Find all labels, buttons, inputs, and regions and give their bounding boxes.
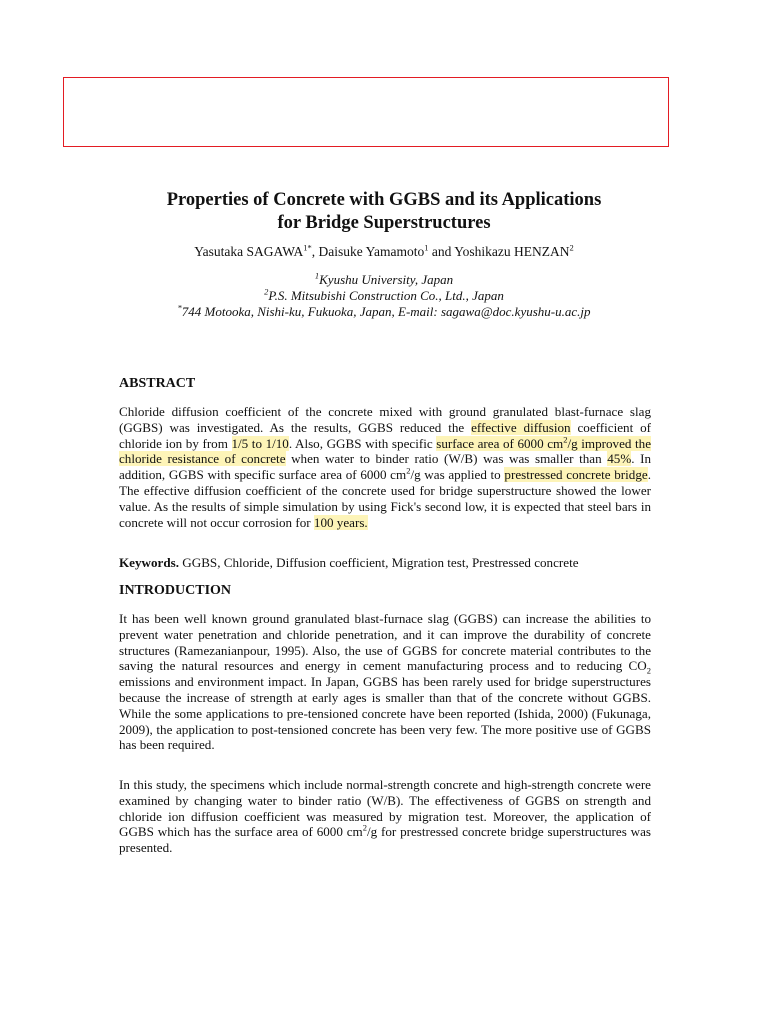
affiliation-2	[0, 288, 768, 304]
abstract-text: . In addition, GGBS with specific surface area of 6000 cm	[119, 451, 651, 483]
abstract-text: when water to binder ratio (W/B) was was smaller than	[285, 451, 608, 467]
superscript: 2	[406, 465, 411, 476]
abstract-highlight-text: /g improved the chloride resistance of concrete	[119, 435, 652, 467]
affiliation-3-mark: *	[177, 302, 182, 313]
introduction-paragraph-2	[119, 777, 651, 856]
subscript: 2	[646, 666, 651, 676]
abstract-text: . The effective diffusion coefficient of the concrete used for bridge superstructure showed the lower value. As the results of simple simulation by using Fick's second low, it is expected that steel bars in concrete will not occur corrosion for	[119, 467, 651, 530]
affiliation-3-text: 744 Motooka, Nishi-ku, Fukuoka, Japan, E-mail: sagawa@doc.kyushu-u.ac.jp	[181, 304, 591, 319]
intro-text: In this study, the specimens which include normal-strength concrete and high-strength concrete were examined by changing water to binder ratio (W/B). The effectiveness of GGBS on strength and chloride ion diffusion coefficient was measured by migration test. Moreover, the application of GGBS which has the surface area of 6000 cm	[119, 777, 651, 840]
intro-text: /g for prestressed concrete bridge superstructures was presented.	[119, 824, 652, 856]
superscript: 2	[362, 823, 367, 834]
author-2: , Daisuke Yamamoto	[311, 244, 425, 259]
affiliation-2-text: P.S. Mitsubishi Construction Co., Ltd., Japan	[268, 288, 504, 303]
abstract-highlight: effective diffusion	[471, 419, 571, 435]
author-2-affil: 1	[424, 242, 429, 253]
title-line-2: for Bridge Superstructures	[277, 213, 491, 233]
abstract-text: /g was applied to	[410, 467, 505, 483]
title-line-1: Properties of Concrete with GGBS and its Applications	[166, 190, 602, 210]
keywords-text: GGBS, Chloride, Diffusion coefficient, Migration test, Prestressed concrete	[179, 555, 579, 570]
keywords	[119, 555, 651, 571]
affiliation-2-mark: 2	[264, 286, 269, 297]
abstract-highlight: 45%	[607, 451, 632, 467]
introduction-paragraph-1	[119, 611, 651, 753]
introduction-heading: INTRODUCTION	[119, 583, 232, 598]
intro-text: It has been well known ground granulated blast-furnace slag (GGBS) can increase the abilities to prevent water penetration and chloride penetration, and it can improve the durability of concrete structures (Ramezanianpour, 1995). Also, the use of GGBS for concrete material contributes to the saving the natural resources and energy in cement manufacturing process and to reducing CO	[119, 611, 651, 674]
affiliation-3	[0, 304, 768, 320]
abstract-text: Chloride diffusion coefficient of the concrete mixed with ground granulated blast-furnace slag (GGBS) was investigated. As the results, GGBS reduced the	[119, 404, 651, 435]
author-3-affil: 2	[569, 242, 574, 253]
header-frame	[63, 77, 669, 147]
intro-text: emissions and environment impact. In Japan, GGBS has been rarely used for bridge superstructures because the increase of strength at early ages is smaller than that of the concrete without GGBS. While the some applications to pre-tensioned concrete have been reported (Ishida, 2000) (Fukunaga, 2009), the application to post-tensioned concrete has been very few. The more positive use of GGBS has been required.	[119, 674, 651, 753]
author-3: and Yoshikazu HENZAN	[428, 244, 570, 259]
abstract-body	[119, 404, 651, 530]
abstract-highlight: prestressed concrete bridge	[504, 467, 648, 483]
abstract-highlight: 100 years.	[313, 514, 368, 530]
superscript: 2	[563, 434, 568, 445]
affiliation-1-text: Kyushu University, Japan	[319, 272, 454, 287]
abstract-highlight: 1/5 to 1/10	[231, 435, 289, 451]
abstract-highlight-text: surface area of 6000 cm	[436, 435, 564, 451]
abstract-text: coefficient of chloride ion by from	[119, 419, 651, 451]
author-1-affil: 1*	[303, 242, 312, 253]
abstract-text: . Also, GGBS with specific	[288, 435, 437, 451]
paper-title	[0, 189, 768, 235]
affiliation-1	[0, 272, 768, 288]
affiliation-1-mark: 1	[314, 270, 320, 281]
author-1: Yasutaka SAGAWA	[194, 244, 304, 259]
author-list	[0, 243, 768, 260]
keywords-label: Keywords.	[119, 555, 180, 570]
abstract-heading: ABSTRACT	[119, 376, 196, 391]
